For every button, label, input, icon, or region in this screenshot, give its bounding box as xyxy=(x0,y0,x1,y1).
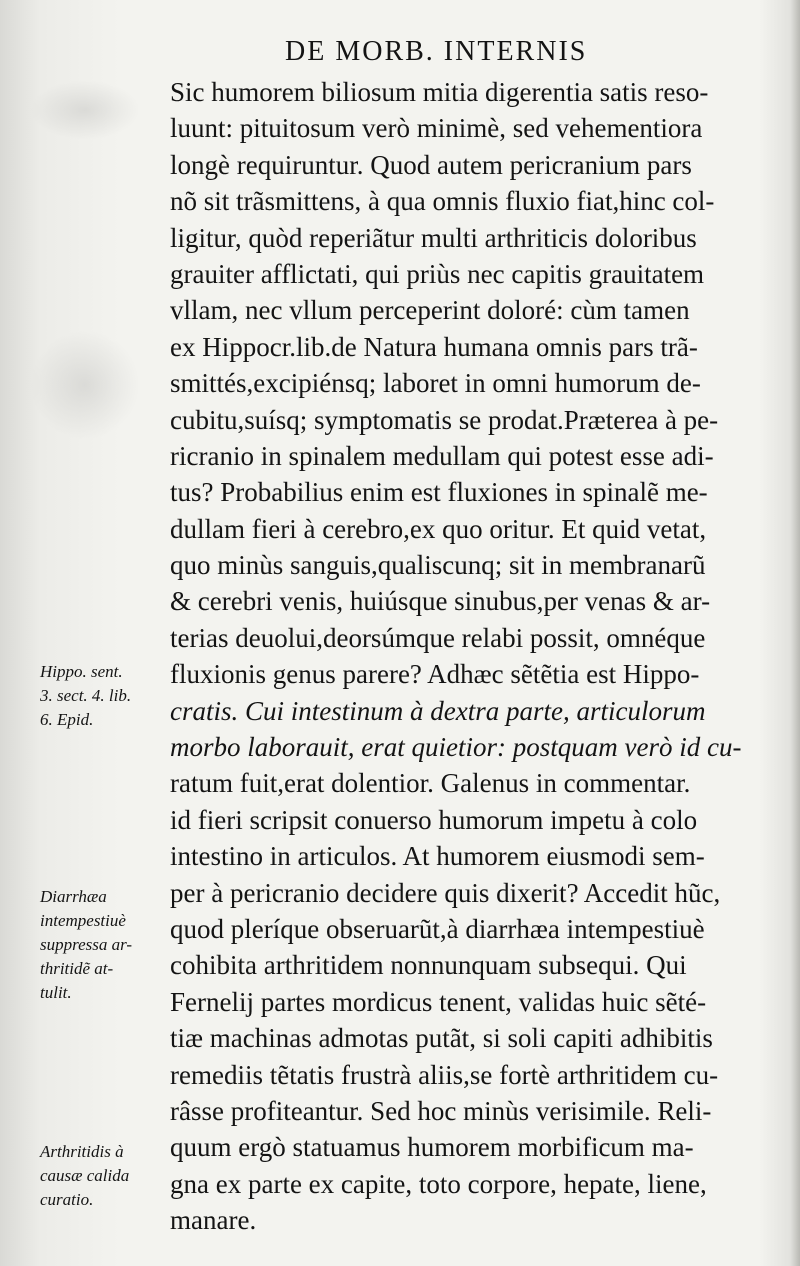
text-line: smittés,excipiénsq; laboret in omni humorum de- xyxy=(170,368,701,399)
text-line: nõ sit trãsmittens, à qua omnis fluxio fiat,hinc col- xyxy=(170,186,715,217)
text-line: intestino in articulos. At humorem eiusmodi sem- xyxy=(170,841,705,872)
text-line: ligitur, quòd reperiãtur multi arthriticis doloribus xyxy=(170,222,697,253)
margin-note-diarrhaea xyxy=(40,885,170,1005)
margin-note-line: tulit. xyxy=(40,983,72,1002)
margin-note-line: 6. Epid. xyxy=(40,710,94,729)
margin-note-line: Arthritidis à xyxy=(40,1142,124,1161)
text-line: cohibita arthritidem nonnunquam subsequi. Qui xyxy=(170,950,687,981)
text-line: manare. xyxy=(170,1205,257,1236)
text-line: Sic humorem biliosum mitia digerentia satis reso- xyxy=(170,77,709,107)
margin-note-line: 3. sect. 4. lib. xyxy=(40,686,132,705)
text-line: remediis tẽtatis frustrà aliis,se fortè arthritidem cu- xyxy=(170,1059,719,1090)
margin-note-line: suppressa ar- xyxy=(40,935,133,954)
margin-note-line: intempestiuè xyxy=(40,911,126,930)
ink-bleed-through xyxy=(30,330,140,440)
text-line: morbo laborauit, erat quietior: postquam verò id cu- xyxy=(170,732,742,763)
text-line: Fernelij partes mordicus tenent, validas huic sẽté- xyxy=(170,986,707,1017)
margin-note-arthritis-cure xyxy=(40,1140,170,1212)
text-line: grauiter afflictati, qui priùs nec capitis grauitatem xyxy=(170,258,705,289)
margin-note-line: curatio. xyxy=(40,1190,94,1209)
text-line: tus? Probabilius enim est fluxiones in spinalẽ me- xyxy=(170,477,708,508)
body-text xyxy=(170,74,770,1239)
text-line: longè requiruntur. Quod autem pericranium pars xyxy=(170,149,692,180)
margin-note-line: causæ calida xyxy=(40,1166,130,1185)
text-line: cubitu,suísq; symptomatis se prodat.Præterea à pe- xyxy=(170,404,719,435)
text-line: quod pleríque obseruarũt,à diarrhæa intempestiuè xyxy=(170,913,705,944)
running-title: DE MORB. INTERNIS xyxy=(285,36,588,67)
text-line: ricranio in spinalem medullam qui potest esse adi- xyxy=(170,440,714,471)
text-line: fluxionis genus parere? Adhæc sẽtẽtia est Hippo- xyxy=(170,659,700,690)
text-line: râsse profiteantur. Sed hoc minùs verisimile. Reli- xyxy=(170,1095,712,1126)
ink-bleed-through xyxy=(30,80,140,140)
margin-note-hippocrates xyxy=(40,660,170,732)
margin-note-line: thritidẽ at- xyxy=(40,959,114,978)
text-line: ratum fuit,erat dolentior. Galenus in commentar. xyxy=(170,768,691,799)
text-line: cratis. Cui intestinum à dextra parte, articulorum xyxy=(170,695,706,726)
text-line: terias deuolui,deorsúmque relabi possit, omnéque xyxy=(170,622,706,653)
text-line: dullam fieri à cerebro,ex quo oritur. Et quid vetat, xyxy=(170,513,707,544)
text-line: gna ex parte ex capite, toto corpore, hepate, liene, xyxy=(170,1168,707,1199)
text-line: tiæ machinas admotas putãt, si soli capiti adhibitis xyxy=(170,1023,713,1054)
text-line: id fieri scripsit conuerso humorum impetu à colo xyxy=(170,804,698,835)
text-line: quo minùs sanguis,qualiscunq; sit in membranarũ xyxy=(170,550,706,581)
text-line: vllam, nec vllum perceperint doloré: cùm tamen xyxy=(170,295,690,326)
text-line: ex Hippocr.lib.de Natura humana omnis pars trã- xyxy=(170,331,698,362)
text-line: per à pericranio decidere quis dixerit? Accedit hũc, xyxy=(170,877,721,908)
text-line: luunt: pituitosum verò minimè, sed vehementiora xyxy=(170,113,703,144)
text-line: quum ergò statuamus humorem morbificum ma- xyxy=(170,1132,694,1163)
margin-note-line: Hippo. sent. xyxy=(40,662,123,681)
text-line: & cerebri venis, huiúsque sinubus,per venas & ar- xyxy=(170,586,711,617)
margin-note-line: Diarrhæa xyxy=(40,887,107,906)
